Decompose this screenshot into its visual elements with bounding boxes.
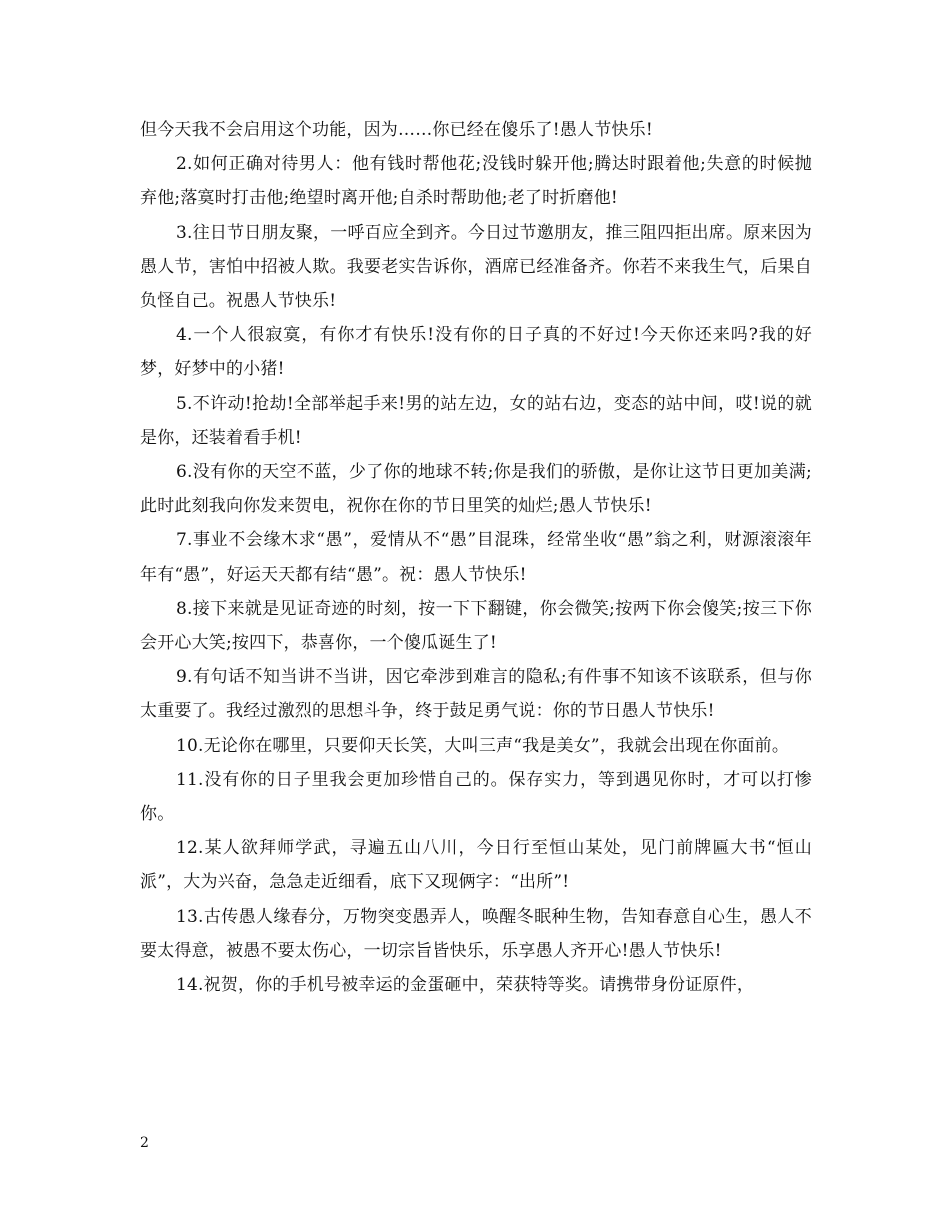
paragraph-item-10: 10.无论你在哪里，只要仰天长笑，大叫三声“我是美女”，我就会出现在你面前。 (176, 735, 790, 756)
paragraph-item-4: 4.一个人很寂寞，有你才有快乐!没有你的日子真的不好过!今天你还来吗?我的好梦，好梦中的小猪! (140, 325, 812, 380)
paragraph-item-12: 12.某人欲拜师学武，寻遍五山八川，今日行至恒山某处，见门前牌匾大书“恒山派”，大为兴奋，急急走近细看，底下又现俩字：“出所”! (140, 838, 812, 893)
paragraph-item-6: 6.没有你的天空不蓝，少了你的地球不转;你是我们的骄傲，是你让这节日更加美满;此时此刻我向你发来贺电，祝你在你的节日里笑的灿烂;愚人节快乐! (140, 462, 812, 517)
paragraph-continuation: 但今天我不会启用这个功能，因为……你已经在傻乐了!愚人节快乐! (140, 120, 653, 140)
paragraph-item-2: 2.如何正确对待男人：他有钱时帮他花;没钱时躲开他;腾达时跟着他;失意的时候抛弃他;落寞时打击他;绝望时离开他;自杀时帮助他;老了时折磨他! (140, 154, 812, 209)
paragraph-item-11: 11.没有你的日子里我会更加珍惜自己的。保存实力，等到遇见你时，才可以打惨你。 (140, 769, 812, 825)
page-number: 2 (140, 1135, 149, 1151)
paragraph-item-5: 5.不许动!抢劫!全部举起手来!男的站左边，女的站右边，变态的站中间，哎!说的就是你，还装着看手机! (140, 393, 812, 448)
paragraph-item-7: 7.事业不会缘木求“愚”，爱情从不“愚”目混珠，经常坐收“愚”翁之利，财源滚滚年年有“愚”，好运天天都有结“愚”。祝：愚人节快乐! (140, 530, 812, 585)
paragraph-item-13: 13.古传愚人缘春分，万物突变愚弄人，唤醒冬眠种生物，告知春意自心生，愚人不要太得意，被愚不要太伤心，一切宗旨皆快乐，乐享愚人齐开心!愚人节快乐! (140, 906, 812, 961)
document-body (140, 113, 812, 1002)
paragraph-item-9: 9.有句话不知当讲不当讲，因它牵涉到难言的隐私;有件事不知该不该联系，但与你太重要了。我经过激烈的思想斗争，终于鼓足勇气说：你的节日愚人节快乐! (140, 667, 812, 722)
paragraph-item-8: 8.接下来就是见证奇迹的时刻，按一下下翻键，你会微笑;按两下你会傻笑;按三下你会开心大笑;按四下，恭喜你，一个傻瓜诞生了! (140, 598, 812, 654)
paragraph-item-14: 14.祝贺，你的手机号被幸运的金蛋砸中，荣获特等奖。请携带身份证原件， (176, 975, 755, 996)
paragraph-item-3: 3.往日节日朋友聚，一呼百应全到齐。今日过节邀朋友，推三阻四拒出席。原来因为愚人节，害怕中招被人欺。我要老实告诉你，酒席已经准备齐。你若不来我生气，后果自负怪自己。祝愚人节快乐! (140, 222, 812, 312)
